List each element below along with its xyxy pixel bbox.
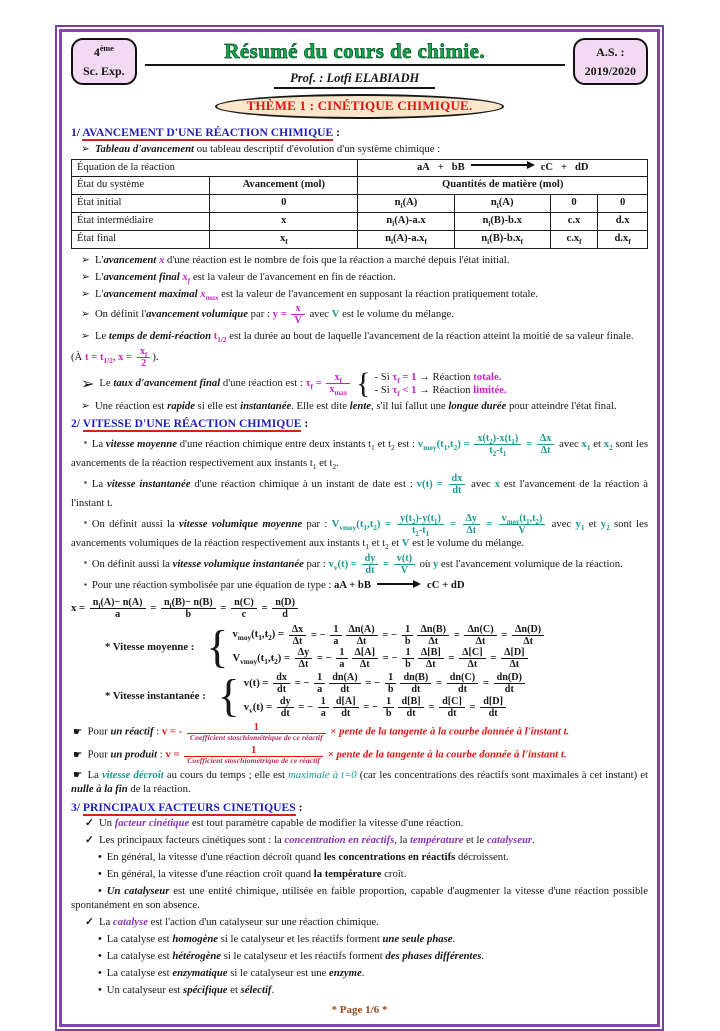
square-bullet-icon: ▪ <box>84 558 87 568</box>
section-heading: 2/ VITESSE D'UNE RÉACTION CHIMIQUE : <box>71 417 309 431</box>
table-cell: Avancement (mol) <box>210 177 358 195</box>
fraction: $\frac{v(t)}{V}$ <box>394 553 415 576</box>
fraction: $\frac{n_i(B)- n(B)}{b}$ <box>161 597 216 620</box>
curly-brace: { <box>206 620 229 672</box>
brace-lead: Le taux d'avancement final d'une réaction est : $\tau_f$ = $\frac{x_f}{x_{max}}$ <box>99 372 352 395</box>
table-cell: 0 <box>598 195 648 213</box>
fraction: $\frac{\Delta y}{\Delta t}$ <box>295 647 312 670</box>
dot-bullet-icon: • <box>98 949 102 962</box>
square-bullet-icon: ▪ <box>84 579 87 589</box>
table-cell: État initial <box>72 195 210 213</box>
table-cell: aA + bB cC + dD <box>358 159 648 177</box>
dot-bullet-icon: • <box>98 966 102 979</box>
brace-row: $v_{moy}(t_1,t_2)$ = $\frac{\Delta x}{\Delta t}$ = − $\frac{1}{a}$ $\frac{\Delta n(A)}{\Delta t}$ = − $\frac{1}{b}$ $\frac{\Delta n(B)}{\Delta t}$ = $\frac{\Delta n(C)}{\Delta t}$ = $\frac{\Delta n(D)}{\Delta t}$ <box>232 624 546 647</box>
curly-brace: { <box>356 366 371 400</box>
table-cell: c.x <box>550 213 597 231</box>
fraction: $\frac{1}{a}$ <box>336 647 347 670</box>
fraction: $\frac{d[D]}{dt}$ <box>480 696 506 719</box>
fraction: $\frac{\Delta x}{\Delta t}$ <box>537 433 554 456</box>
table-cell: Équation de la réaction <box>72 159 358 177</box>
brace-lead: * Vitesse moyenne : <box>105 640 195 653</box>
table-row <box>72 195 648 213</box>
fraction: $\frac{x(t_2)-x(t_1)}{t_2-t_1}$ <box>474 433 521 456</box>
table-row <box>72 177 648 195</box>
fraction: $\frac{n_i(A)- n(A)}{a}$ <box>90 597 146 620</box>
table-cell: $c.x_f$ <box>550 230 597 248</box>
brace-rows <box>232 624 546 671</box>
fraction: $\frac{1}{b}$ <box>385 672 397 695</box>
table-cell: $n_i(A)-a.x$ <box>358 213 454 231</box>
fraction: $\frac{1}{a}$ <box>314 672 325 695</box>
brace-row: $V_{vmoy}(t_1,t_2)$ = $\frac{\Delta y}{\Delta t}$ = − $\frac{1}{a}$ $\frac{\Delta[A]}{\Delta t}$ = − $\frac{1}{b}$ $\frac{\Delta[B]}{\Delta t}$ = $\frac{\Delta[C]}{\Delta t}$ = $\frac{\Delta[D]}{\Delta t}$ <box>232 647 546 670</box>
dot-bullet-icon: • <box>98 867 102 880</box>
check-bullet-icon: ✓ <box>85 834 94 847</box>
document-page <box>55 25 664 1031</box>
text-line: • La catalyse est hétérogène si le catalyseur et les réactifs forment des phases différentes. <box>98 949 485 962</box>
square-bullet-icon: ▪ <box>84 478 87 488</box>
fraction: $\frac{dn(C)}{dt}$ <box>447 672 478 695</box>
text-line: ➢ L'avancement final $x_f$ est la valeur de l'avancement en fin de réaction. <box>81 270 396 285</box>
table-cell: d.x <box>598 213 648 231</box>
table-row <box>72 213 648 231</box>
fraction: $\frac{1}{\text{Coefficient stoschiométrique de ce réactif}}$ <box>187 722 326 742</box>
fraction: $\frac{1}{b}$ <box>402 647 414 670</box>
arrow-bullet-icon: ➢ <box>81 253 90 266</box>
arrow-bullet-icon: ➢ <box>81 287 90 300</box>
brace-block <box>71 366 648 400</box>
table-cell: 0 <box>550 195 597 213</box>
document-content <box>71 126 648 997</box>
table-cell: $n_i(B)-b.x_f$ <box>454 230 550 248</box>
fraction: $\frac{dy}{dt}$ <box>277 696 294 719</box>
text-line: ▪ On définit aussi la vitesse volumique moyenne par : $V_{vmoy}(t_1,t_2)$ = $\frac{y(t_2)-y(t_1)}{t_2-t_1}$ = $\frac{\Delta y}{\Delta t}$ = $\frac{v_{moy}(t_1,t_2)}{V}$ avec $y_1$ et $y_2$ sont les avancements volumiques de la réaction respectivement aux instants $t_1$ et $t_2$ et V est le volume du mélange. <box>71 512 649 551</box>
document-header <box>71 38 648 89</box>
arrow-bullet-icon: ➢ <box>81 329 90 342</box>
class-badge <box>71 38 137 85</box>
square-bullet-icon: ▪ <box>84 518 87 528</box>
dot-bullet-icon: • <box>98 983 102 996</box>
title-block <box>145 38 565 89</box>
table-cell: $n_i(B)-b.x$ <box>454 213 550 231</box>
arrow-bullet-icon: ➢ <box>81 375 95 393</box>
text-line: • La catalyse est enzymatique si le catalyseur est une enzyme. <box>98 966 365 979</box>
text-line: • Un catalyseur est spécifique et sélectif. <box>98 983 275 996</box>
fraction: $\frac{n(C)}{c}$ <box>231 597 257 620</box>
brace-block <box>71 669 648 721</box>
text-line: ▪ On définit aussi la vitesse volumique instantanée par : $v_v(t)$ = $\frac{dy}{dt}$ = $\frac{v(t)}{V}$ où y est l'avancement volumique de la réaction. <box>84 552 623 576</box>
fraction: $\frac{\Delta x}{\Delta t}$ <box>289 624 306 647</box>
brace-rows <box>374 371 507 399</box>
arrow-bullet-icon: ➢ <box>81 308 90 321</box>
class-grade: 4ème <box>93 44 114 59</box>
fraction: $\frac{dn(D)}{dt}$ <box>494 672 525 695</box>
curly-brace: { <box>217 669 240 721</box>
text-line: ➢ Une réaction est rapide si elle est instantanée. Elle est dite lente, s'il lui fallut une longue durée pour atteindre l'état final. <box>81 400 617 413</box>
text-line: ▪ Pour une réaction symbolisée par une équation de type : aA + bB cC + dD <box>84 579 465 592</box>
table-cell: $x_f$ <box>210 230 358 248</box>
text-line: ▪ La vitesse instantanée d'une réaction chimique à un instant de date est : v(t) = $\frac{dx}{dt}$ avec x est l'avancement de la réaction à l'instant t. <box>71 472 649 509</box>
professor-name: Prof. : Lotfi ELABIADH <box>274 71 435 89</box>
fraction: $\frac{1}{a}$ <box>318 696 329 719</box>
fraction: $\frac{\Delta[A]}{\Delta t}$ <box>352 647 378 670</box>
brace-block <box>71 620 648 672</box>
fraction: $\frac{dy}{dt}$ <box>362 553 379 576</box>
fraction: $\frac{y(t_2)-y(t_1)}{t_2-t_1}$ <box>397 513 444 536</box>
table-row <box>72 159 648 177</box>
fraction: $\frac{x}{V}$ <box>291 303 304 326</box>
text-line: ➢ L'avancement maximal $x_{max}$ est la valeur de l'avancement en supposant la réaction pratiquement totale. <box>81 287 538 302</box>
fraction: $\frac{v_{moy}(t_1,t_2)}{V}$ <box>499 513 546 536</box>
fraction: $\frac{1}{a}$ <box>330 624 341 647</box>
reaction-arrow-icon <box>377 583 419 585</box>
section-heading: 1/ AVANCEMENT D'UNE RÉACTION CHIMIQUE : <box>71 126 340 139</box>
dot-bullet-icon: • <box>98 884 102 897</box>
text-line: ▪ La vitesse moyenne d'une réaction chimique entre deux instants $t_1$ et $t_2$ est : $v_{moy}(t_1,t_2)$ = $\frac{x(t_2)-x(t_1)}{t_2-t_1}$ = $\frac{\Delta x}{\Delta t}$ avec $x_1$ et $x_2$ sont les avancements de la réaction respectivement aux instants $t_1$ et $t_2$. <box>71 432 649 472</box>
table-cell: $n_i(A)$ <box>454 195 550 213</box>
brace-row: $v_v(t)$ = $\frac{dy}{dt}$ = − $\frac{1}{a}$ $\frac{d[A]}{dt}$ = − $\frac{1}{b}$ $\frac{d[B]}{dt}$ = $\frac{d[C]}{dt}$ = $\frac{d[D]}{dt}$ <box>244 696 527 719</box>
fraction: $\frac{\Delta n(A)}{\Delta t}$ <box>346 624 378 647</box>
arrow-bullet-icon: ➢ <box>81 270 90 283</box>
table-cell: Quantités de matière (mol) <box>358 177 648 195</box>
text-line: • La catalyse est homogène si le catalyseur et les réactifs forment une seule phase. <box>98 933 456 946</box>
text-line: (À $t = t_{1/2}$, x = $\frac{x_f}{2}$ ). <box>71 345 159 369</box>
fraction: $\frac{dn(A)}{dt}$ <box>329 672 360 695</box>
dot-bullet-icon: • <box>98 933 102 946</box>
check-bullet-icon: ✓ <box>85 817 94 830</box>
table-cell: $n_i(A)$ <box>358 195 454 213</box>
table-cell: 0 <box>210 195 358 213</box>
text-line: ☛ Pour un produit : v = $\frac{1}{\text{Coefficient stoschiométrique de ce réactif}}$ × pente de la tangente à la courbe donnée à l'instant t. <box>73 744 567 765</box>
fraction: $\frac{\Delta n(D)}{\Delta t}$ <box>512 624 544 647</box>
reaction-arrow-icon <box>471 164 533 166</box>
dot-bullet-icon: • <box>98 851 102 864</box>
check-bullet-icon: ✓ <box>85 916 94 929</box>
fraction: $\frac{\Delta n(C)}{\Delta t}$ <box>464 624 496 647</box>
text-line: x = $\frac{n_i(A)- n(A)}{a}$ = $\frac{n_i(B)- n(B)}{b}$ = $\frac{n(C)}{c}$ = $\frac{n(D)}{d}$ <box>71 597 648 620</box>
fraction: $\frac{n(D)}{d}$ <box>272 597 298 620</box>
fraction: $\frac{d[B]}{dt}$ <box>398 696 423 719</box>
table-row <box>72 230 648 248</box>
table-cell: État du système <box>72 177 210 195</box>
text-line: ➢ Tableau d'avancement ou tableau descriptif d'évolution d'un système chimique : <box>81 142 441 155</box>
document-inner-border <box>59 29 660 1027</box>
pointing-hand-icon: ☛ <box>73 768 83 781</box>
brace-rows <box>244 672 527 719</box>
pointing-hand-icon: ☛ <box>73 748 83 761</box>
text-line: ✓ La catalyse est l'action d'un catalyseur sur une réaction chimique. <box>85 916 379 929</box>
school-year-value: 2019/2020 <box>584 63 636 78</box>
fraction: $\frac{\Delta n(B)}{\Delta t}$ <box>417 624 449 647</box>
page-number: * Page 1/6 * <box>331 1004 388 1017</box>
fraction: $\frac{\Delta y}{\Delta t}$ <box>463 513 480 536</box>
theme-banner: THÈME 1 : CINÉTIQUE CHIMIQUE. <box>215 94 505 119</box>
table-cell: $d.x_f$ <box>598 230 648 248</box>
text-line: ✓ Les principaux facteurs cinétiques sont : la concentration en réactifs, la température et le catalyseur. <box>85 834 535 847</box>
school-year-label: A.S. : <box>596 45 625 59</box>
brace-row: - Si $\tau_f < 1$ → Réaction limitée. <box>374 384 507 399</box>
table-cell: État final <box>72 230 210 248</box>
fraction: $\frac{1}{\text{Coefficient stoschiométrique de ce réactif}}$ <box>184 745 323 765</box>
text-line: • En général, la vitesse d'une réaction décroît quand les concentrations en réactifs décroissent. <box>98 851 509 864</box>
fraction: $\frac{1}{b}$ <box>402 624 414 647</box>
arrow-bullet-icon: ➢ <box>81 400 90 413</box>
table-cell: x <box>210 213 358 231</box>
fraction: $\frac{\Delta[C]}{\Delta t}$ <box>459 647 485 670</box>
text-line: ☛ Pour un réactif : v = - $\frac{1}{\text{Coefficient stoschiométrique de ce réactif}}$ × pente de la tangente à la courbe donnée à l'instant t. <box>73 721 570 742</box>
fraction: $\frac{dn(B)}{dt}$ <box>400 672 431 695</box>
square-bullet-icon: ▪ <box>84 438 87 448</box>
fraction: $\frac{d[A]}{dt}$ <box>333 696 359 719</box>
section-heading: 3/ PRINCIPAUX FACTEURS CINETIQUES : <box>71 800 303 814</box>
text-line: ☛ La vitesse décroît au cours du temps ; elle est maximale à t=0 (car les concentrations des réactifs sont maximales à cet instant) et nulle à la fin de la réaction. <box>71 768 648 796</box>
brace-lead: * Vitesse instantanée : <box>105 689 206 702</box>
fraction: $\frac{\Delta[B]}{\Delta t}$ <box>418 647 444 670</box>
brace-row: - Si $\tau_f = 1$ → Réaction totale. <box>374 371 502 386</box>
text-line: ➢ L'avancement x d'une réaction est le nombre de fois que la réaction a marché depuis l'état initial. <box>81 253 510 266</box>
header-rule <box>145 64 565 66</box>
brace-row: v(t) = $\frac{dx}{dt}$ = − $\frac{1}{a}$ $\frac{dn(A)}{dt}$ = − $\frac{1}{b}$ $\frac{dn(B)}{dt}$ = $\frac{dn(C)}{dt}$ = $\frac{dn(D)}{dt}$ <box>244 672 527 695</box>
fraction: $\frac{1}{b}$ <box>383 696 395 719</box>
text-line: • Un catalyseur est une entité chimique, utilisée en faible proportion, capable d'augmenter la vitesse d'une réaction possible spontanément en son absence. <box>71 884 648 912</box>
school-year-badge <box>573 38 648 85</box>
class-section: Sc. Exp. <box>83 63 125 78</box>
page-title: Résumé du cours de chimie. <box>224 39 485 63</box>
fraction: $\frac{d[C]}{dt}$ <box>439 696 465 719</box>
text-line: ➢ On définit l'avancement volumique par : y = $\frac{x}{V}$ avec V est le volume du mélange. <box>81 303 454 327</box>
fraction: $\frac{x_f}{x_{max}}$ <box>326 372 350 395</box>
text-line: ➢ Le temps de demi-réaction $t_{1/2}$ est la durée au bout de laquelle l'avancement de la réaction atteint la moitié de sa valeur finale. <box>81 329 634 345</box>
fraction: $\frac{dx}{dt}$ <box>273 672 290 695</box>
fraction: $\frac{\Delta[D]}{\Delta t}$ <box>501 647 527 670</box>
pointing-hand-icon: ☛ <box>73 725 83 738</box>
table-cell: État intermédiaire <box>72 213 210 231</box>
fraction: $\frac{x_f}{2}$ <box>137 346 150 369</box>
text-line: ✓ Un facteur cinétique est tout paramètre capable de modifier la vitesse d'une réaction. <box>85 817 464 830</box>
text-line: • En général, la vitesse d'une réaction croît quand la température croît. <box>98 867 407 880</box>
advancement-table <box>71 159 648 249</box>
arrow-bullet-icon: ➢ <box>81 142 90 155</box>
table-cell: $n_i(A)-a.x_f$ <box>358 230 454 248</box>
fraction: $\frac{dx}{dt}$ <box>449 473 466 496</box>
